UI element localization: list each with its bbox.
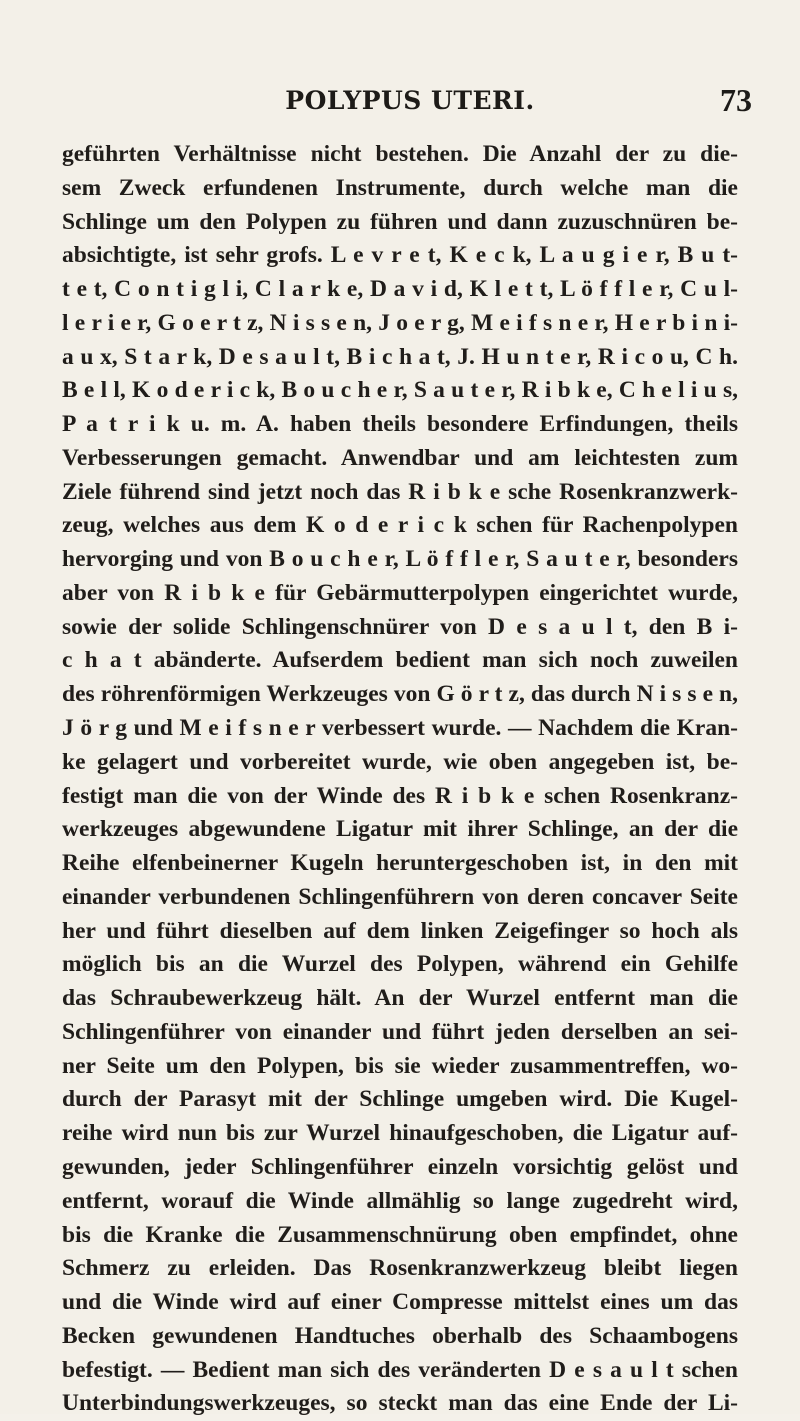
text-line: gewunden, jeder Schlingenführer einzeln vorsichtig gelöst und	[62, 1153, 738, 1180]
text-line: aber von R i b k e für Gebärmutterpolypen eingerichtet wurde,	[62, 579, 738, 606]
text-line: P a t r i k u. m. A. haben theils besondere Erfindungen, theils	[62, 411, 738, 438]
text-line: des röhrenförmigen Werkzeuges von G ö r t z, das durch N i s s e n,	[62, 681, 738, 708]
text-line: Schlingenführer von einander und führt jeden derselben an sei-	[62, 1018, 738, 1045]
text-line: bis die Kranke die Zusammenschnürung oben empfindet, ohne	[62, 1221, 738, 1248]
text-line: l e r i e r, G o e r t z, N i s s e n, J o e r g, M e i f s n e r, H e r b i n i-	[62, 309, 738, 336]
body-text	[62, 138, 738, 1421]
text-line: Becken gewundenen Handtuches oberhalb des Schaambogens	[62, 1322, 738, 1349]
text-line: t e t, C o n t i g l i, C l a r k e, D a v i d, K l e t t, L ö f f l e r, C u l-	[62, 276, 738, 303]
text-line: durch der Parasyt mit der Schlinge umgeben wird. Die Kugel-	[62, 1086, 738, 1113]
text-line: Schlinge um den Polypen zu führen und dann zuzuschnüren be-	[62, 208, 738, 235]
text-line: her und führt dieselben auf dem linken Zeigefinger so hoch als	[62, 917, 738, 944]
text-line: befestigt. — Bedient man sich des veränderten D e s a u l t schen	[62, 1356, 738, 1383]
text-line: c h a t abänderte. Aufserdem bedient man sich noch zuweilen	[62, 647, 738, 674]
text-line: absichtigte, ist sehr grofs. L e v r e t, K e c k, L a u g i e r, B u t-	[62, 242, 738, 269]
text-line: Unterbindungswerkzeuges, so steckt man das eine Ende der Li-	[62, 1390, 738, 1417]
text-line: Ziele führend sind jetzt noch das R i b k e sche Rosenkranzwerk-	[62, 478, 738, 505]
page-number: 73	[720, 82, 752, 118]
text-line: festigt man die von der Winde des R i b k e schen Rosenkranz-	[62, 782, 738, 809]
text-line: sowie der solide Schlingenschnürer von D e s a u l t, den B i-	[62, 613, 738, 640]
text-line: Verbesserungen gemacht. Anwendbar und am leichtesten zum	[62, 444, 738, 471]
text-line: geführten Verhältnisse nicht bestehen. Die Anzahl der zu die-	[62, 141, 738, 167]
text-line: sem Zweck erfundenen Instrumente, durch welche man die	[62, 174, 738, 201]
text-line: Schmerz zu erleiden. Das Rosenkranzwerkzeug bleibt liegen	[62, 1255, 738, 1282]
text-line: entfernt, worauf die Winde allmählig so lange zugedreht wird,	[62, 1187, 738, 1214]
running-title: POLYPUS UTERI.	[285, 86, 535, 115]
text-line: ke gelagert und vorbereitet wurde, wie oben angegeben ist, be-	[62, 748, 738, 775]
page-header	[60, 82, 760, 122]
text-line: reihe wird nun bis zur Wurzel hinaufgeschoben, die Ligatur auf-	[62, 1120, 738, 1147]
text-line: möglich bis an die Wurzel des Polypen, während ein Gehilfe	[62, 951, 738, 978]
text-line: Reihe elfenbeinerner Kugeln heruntergeschoben ist, in den mit	[62, 850, 738, 877]
text-line: zeug, welches aus dem K o d e r i c k schen für Rachenpolypen	[62, 512, 738, 539]
text-line: a u x, S t a r k, D e s a u l t, B i c h a t, J. H u n t e r, R i c o u, C h.	[62, 343, 738, 370]
text-line: hervorging und von B o u c h e r, L ö f f l e r, S a u t e r, besonders	[62, 546, 738, 573]
text-line: J ö r g und M e i f s n e r verbessert wurde. — Nachdem die Kran-	[62, 715, 738, 742]
text-line: werkzeuges abgewundene Ligatur mit ihrer Schlinge, an der die	[62, 816, 738, 843]
text-line: einander verbundenen Schlingenführern von deren concaver Seite	[62, 883, 738, 910]
text-line: ner Seite um den Polypen, bis sie wieder zusammentreffen, wo-	[62, 1052, 738, 1079]
text-line: B e l l, K o d e r i c k, B o u c h e r, S a u t e r, R i b k e, C h e l i u s,	[62, 377, 738, 404]
text-line: und die Winde wird auf einer Compresse mittelst eines um das	[62, 1289, 738, 1316]
text-line: das Schraubewerkzeug hält. An der Wurzel entfernt man die	[62, 985, 738, 1012]
